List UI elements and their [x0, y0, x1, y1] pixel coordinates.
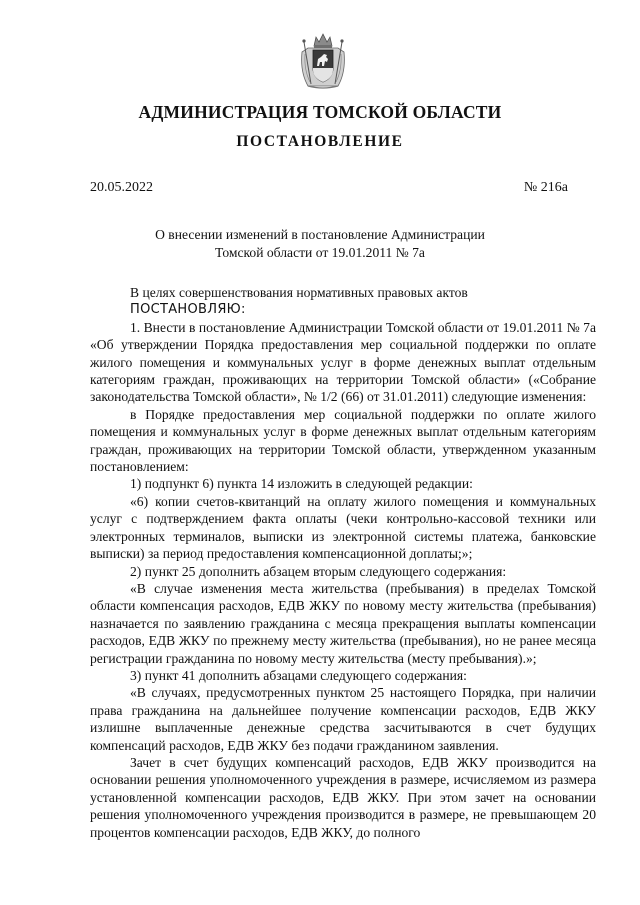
paragraph: 1. Внести в постановление Администрации Томской области от 19.01.2011 № 7а «Об утверждении Порядка предоставления мер социальной поддержки по оплате жилого помещения и коммунальных услуг в форме денежных выплат отдельным категориям граждан, проживающих на территории Томской области» («Собрание законодательства Томской области», № 1/2 (66) от 31.01.2011) следующие изменения:	[90, 319, 596, 405]
document-date: 20.05.2022	[90, 180, 153, 195]
organization-title: АДМИНИСТРАЦИЯ ТОМСКОЙ ОБЛАСТИ	[138, 102, 502, 122]
paragraph: «В случае изменения места жительства (пребывания) в пределах Томской области компенсация расходов, ЕДВ ЖКУ по новому месту жительства (пребывания) назначается по заявлению гражданина с месяца прекращения выплаты компенсации расходов, ЕДВ ЖКУ по прежнему месту жительства (пребывания), но не ранее месяца регистрации гражданина по новому месту жительства (месту пребывания).»;	[90, 580, 596, 666]
paragraph: 2) пункт 25 дополнить абзацем вторым следующего содержания:	[130, 563, 507, 579]
tomsk-coat-of-arms-icon	[300, 32, 346, 90]
paragraph: 1) подпункт 6) пункта 14 изложить в следующей редакции:	[130, 476, 473, 492]
document-number: № 216а	[523, 180, 568, 195]
document-type: ПОСТАНОВЛЕНИЕ	[236, 133, 404, 150]
paragraph: «В случаях, предусмотренных пунктом 25 настоящего Порядка, при наличии права гражданина на дальнейшее получение компенсации расходов, ЕДВ ЖКУ излишне выплаченные денежные средства засчитываются в счет будущих компенсаций расходов, ЕДВ ЖКУ без подачи гражданином заявления.	[90, 685, 596, 753]
document-subject: О внесении изменений в постановление Администрации Томской области от 19.01.2011 № 7а	[155, 227, 485, 260]
document-body	[90, 284, 596, 841]
paragraph: Зачет в счет будущих компенсаций расходов, ЕДВ ЖКУ производится на основании решения уполномоченного учреждения в размере, исчисляемом из размера установленной компенсации расходов, ЕДВ ЖКУ. При этом зачет на основании решения уполномоченного учреждения производится в размере, не превышающем 20 процентов компенсации расходов, ЕДВ ЖКУ, до полного	[90, 754, 596, 840]
paragraph: 3) пункт 41 дополнить абзацами следующего содержания:	[130, 667, 467, 683]
decree-word: ПОСТАНОВЛЯЮ:	[130, 302, 246, 318]
paragraph: «6) копии счетов-квитанций на оплату жилого помещения и коммунальных услуг с подтверждением факта оплаты (чеки контрольно-кассовой техники или электронных терминалов, выписки из электронной системы платежа, банковские выписки) за период предоставления компенсационной доплаты;»;	[90, 493, 596, 562]
paragraph: В целях совершенствования нормативных правовых актов	[130, 285, 468, 300]
paragraph: в Порядке предоставления мер социальной поддержки по оплате жилого помещения и коммунальных услуг в форме денежных выплат отдельным категориям граждан, проживающих на территории Томской области, утвержденном указанным постановлением:	[90, 406, 596, 475]
